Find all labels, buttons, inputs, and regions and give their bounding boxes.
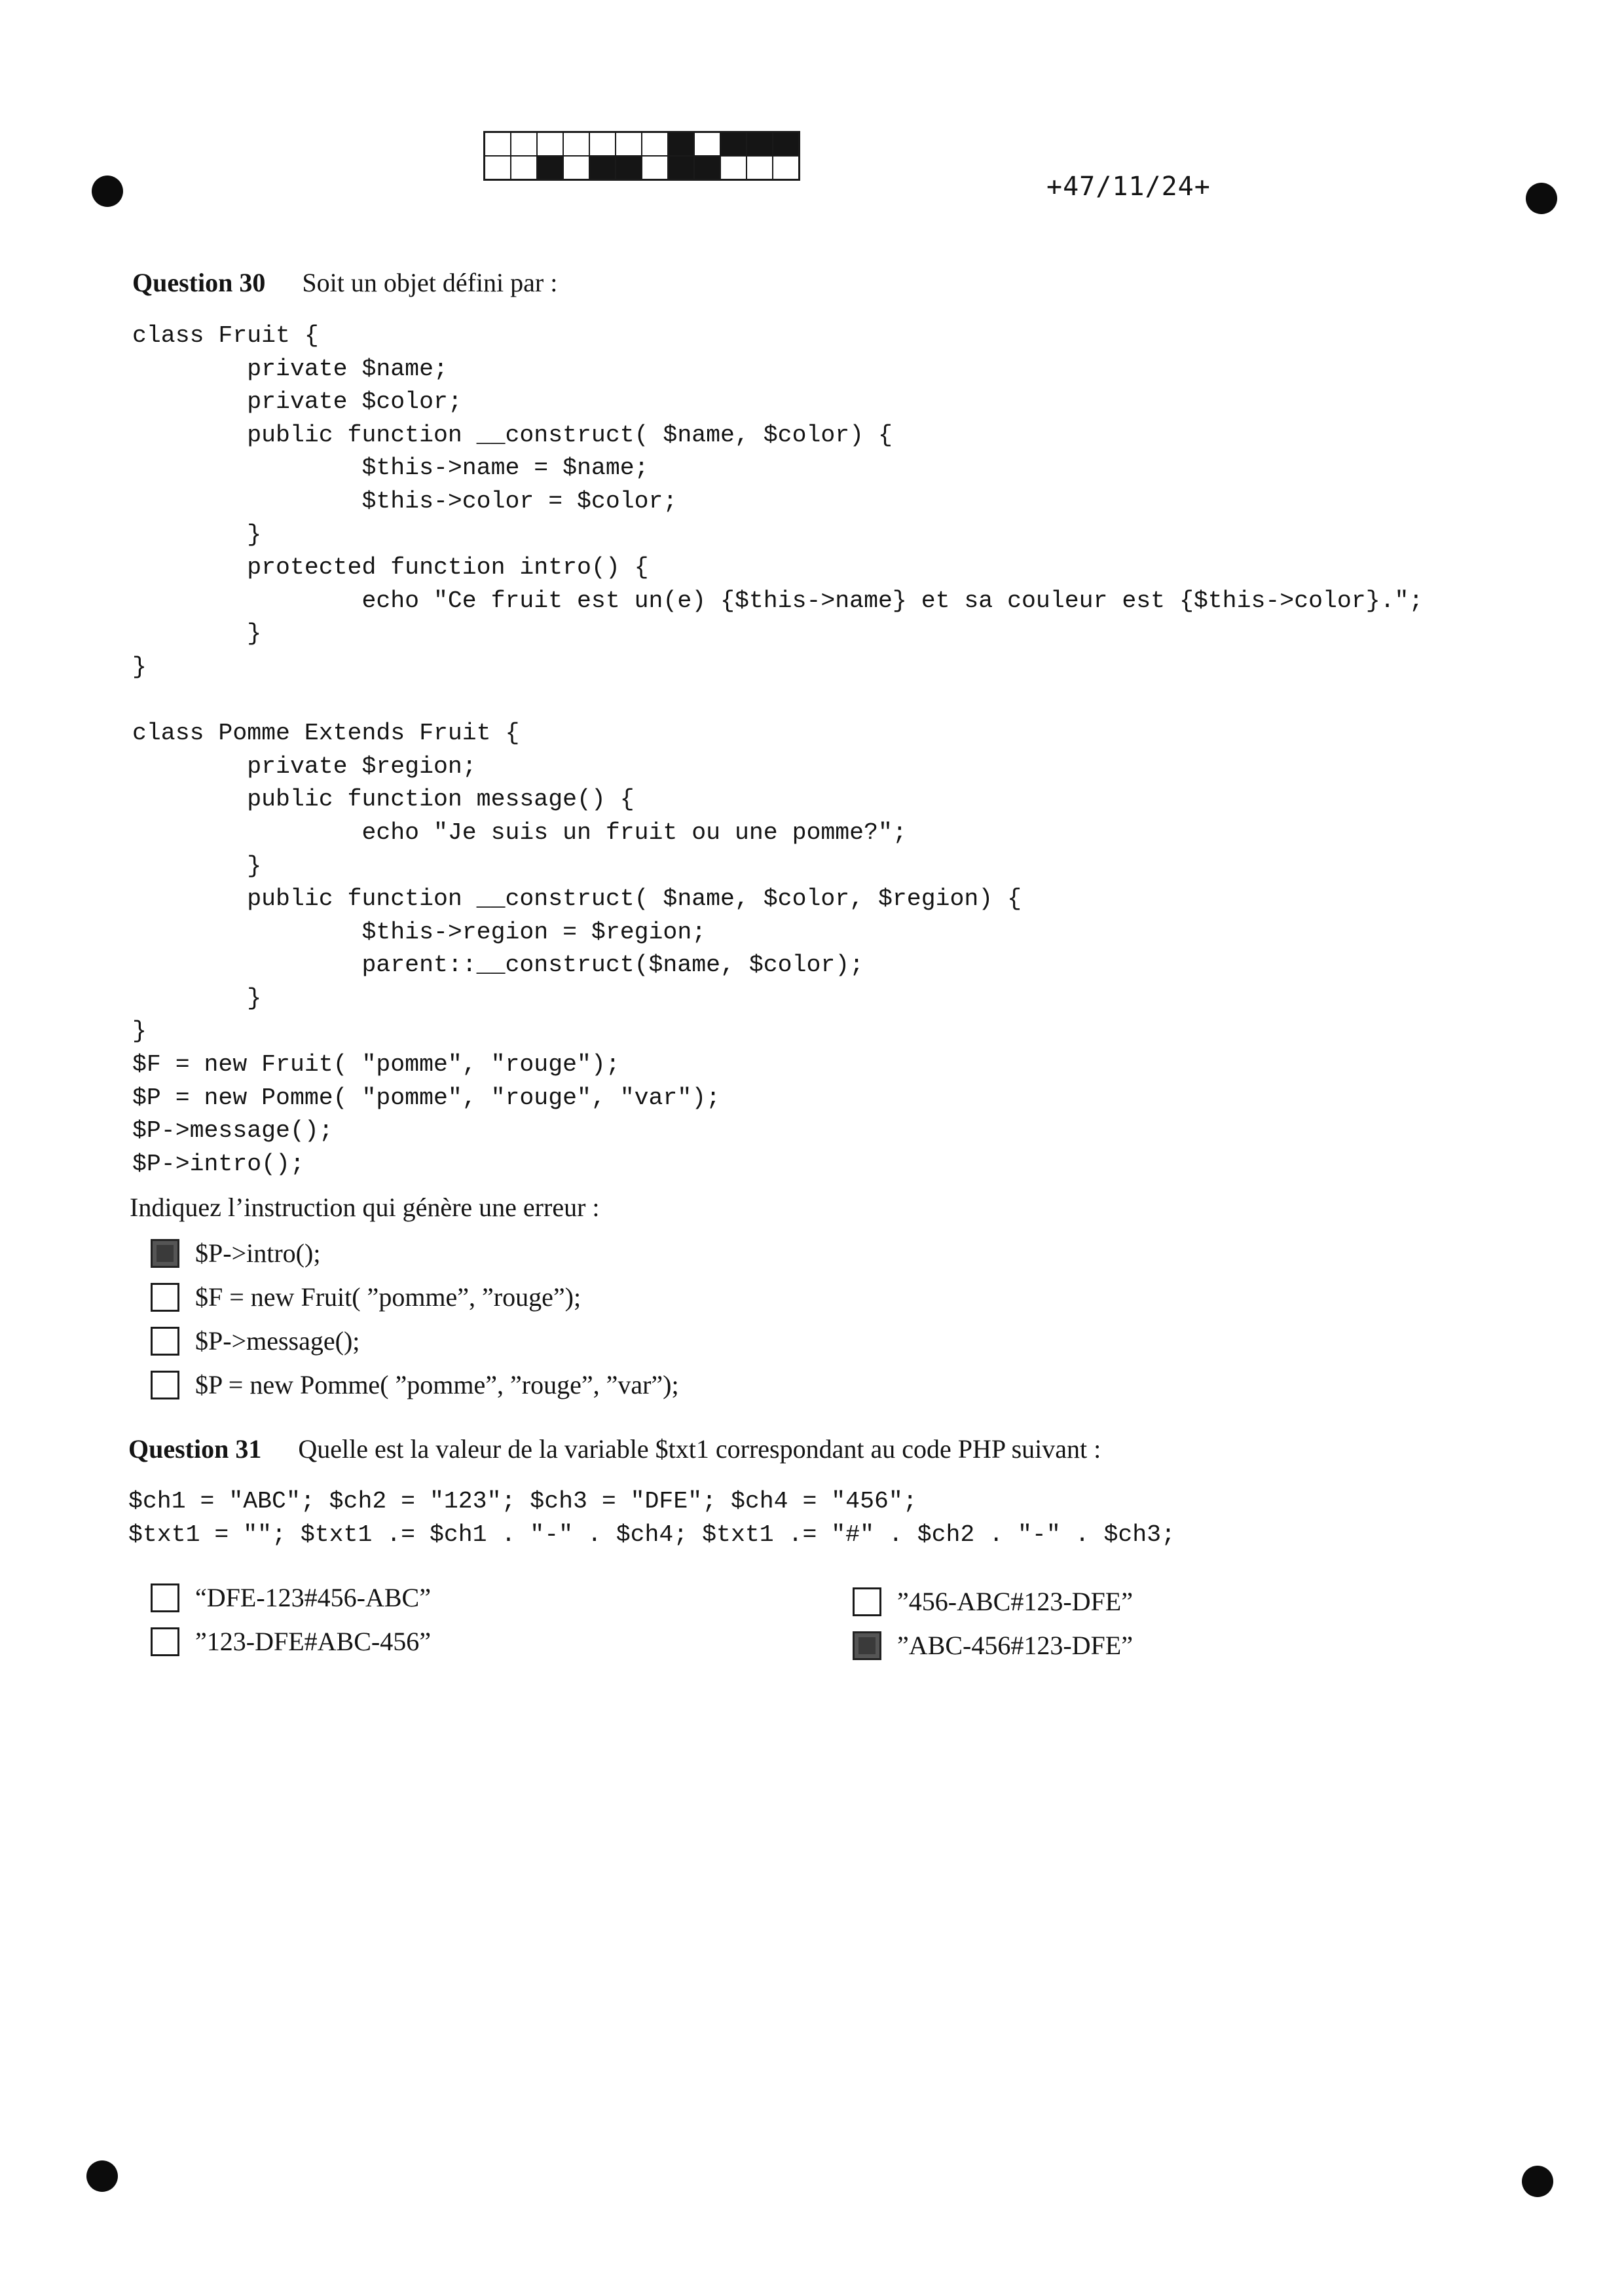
question-30-header [132, 267, 557, 298]
q30-option-3[interactable] [151, 1325, 360, 1356]
q31-option-3-checkbox[interactable] [853, 1587, 881, 1616]
q30-option-1-checkbox[interactable] [151, 1239, 179, 1268]
q31-option-1-label: “DFE-123#456-ABC” [195, 1583, 431, 1612]
registration-mark-bottom-left [86, 2160, 118, 2192]
q30-option-4[interactable] [151, 1369, 679, 1400]
q30-option-4-checkbox[interactable] [151, 1371, 179, 1399]
q31-option-2-label: ”123-DFE#ABC-456” [195, 1627, 431, 1656]
q31-option-1[interactable] [151, 1582, 431, 1613]
q31-option-4-checkbox[interactable] [853, 1631, 881, 1660]
question-31-statement: Quelle est la valeur de la variable $txt1 correspondant au code PHP suivant : [298, 1434, 1101, 1464]
q30-option-4-label: $P = new Pomme( ”pomme”, ”rouge”, ”var”); [195, 1370, 679, 1399]
q30-option-1-label: $P->intro(); [195, 1238, 321, 1268]
q30-option-2-checkbox[interactable] [151, 1283, 179, 1312]
q31-option-4-label: ”ABC-456#123-DFE” [897, 1631, 1133, 1660]
q30-option-3-label: $P->message(); [195, 1326, 360, 1356]
q30-option-2-label: $F = new Fruit( ”pomme”, ”rouge”); [195, 1282, 581, 1312]
question-31-header [128, 1434, 1101, 1464]
q31-option-2-checkbox[interactable] [151, 1627, 179, 1656]
q31-option-4[interactable] [853, 1630, 1133, 1661]
q30-option-2[interactable] [151, 1282, 581, 1312]
question-30-prompt: Indiquez l’instruction qui génère une erreur : [130, 1193, 600, 1222]
question-30-number: Question 30 [132, 268, 266, 297]
q31-option-2[interactable] [151, 1626, 431, 1657]
q31-option-1-checkbox[interactable] [151, 1583, 179, 1612]
q30-option-3-checkbox[interactable] [151, 1327, 179, 1356]
q30-option-1[interactable] [151, 1238, 320, 1268]
question-31-code-block: $ch1 = "ABC"; $ch2 = "123"; $ch3 = "DFE"; $ch4 = "456"; $txt1 = ""; $txt1 .= $ch1 . "-" . $ch4; $txt1 .= "#" . $ch2 . "-" . $ch3; [128, 1488, 1175, 1548]
question-30-statement: Soit un objet défini par : [302, 268, 558, 297]
registration-mark-bottom-right [1522, 2166, 1553, 2197]
question-31-number: Question 31 [128, 1434, 262, 1464]
q31-option-3-label: ”456-ABC#123-DFE” [897, 1587, 1133, 1616]
question-30-code-block: class Fruit { private $name; private $color; public function __construct( $name, $color) { $this->name = $name; $this->color = $color; } protected function intro() { echo "Ce fruit est un(e) {$this->name} et sa couleur est {$this->color}."; } } class Pomme Extends Fruit { private $region; public function message() { echo "Je suis un fruit ou une pomme?"; } public function __construct( $name, $color, $region) { $this->region = $region; parent::__construct($name, $color); } } $F = new Fruit( "pomme", "rouge"); $P = new Pomme( "pomme", "rouge", "var"); $P->message(); $P->intro(); [132, 322, 1424, 1177]
q31-option-3[interactable] [853, 1586, 1133, 1617]
registration-mark-top-left [92, 176, 123, 207]
page-identifier-grid [483, 131, 800, 181]
registration-mark-top-right [1526, 183, 1557, 214]
page-id-code: +47/11/24+ [1046, 172, 1211, 202]
